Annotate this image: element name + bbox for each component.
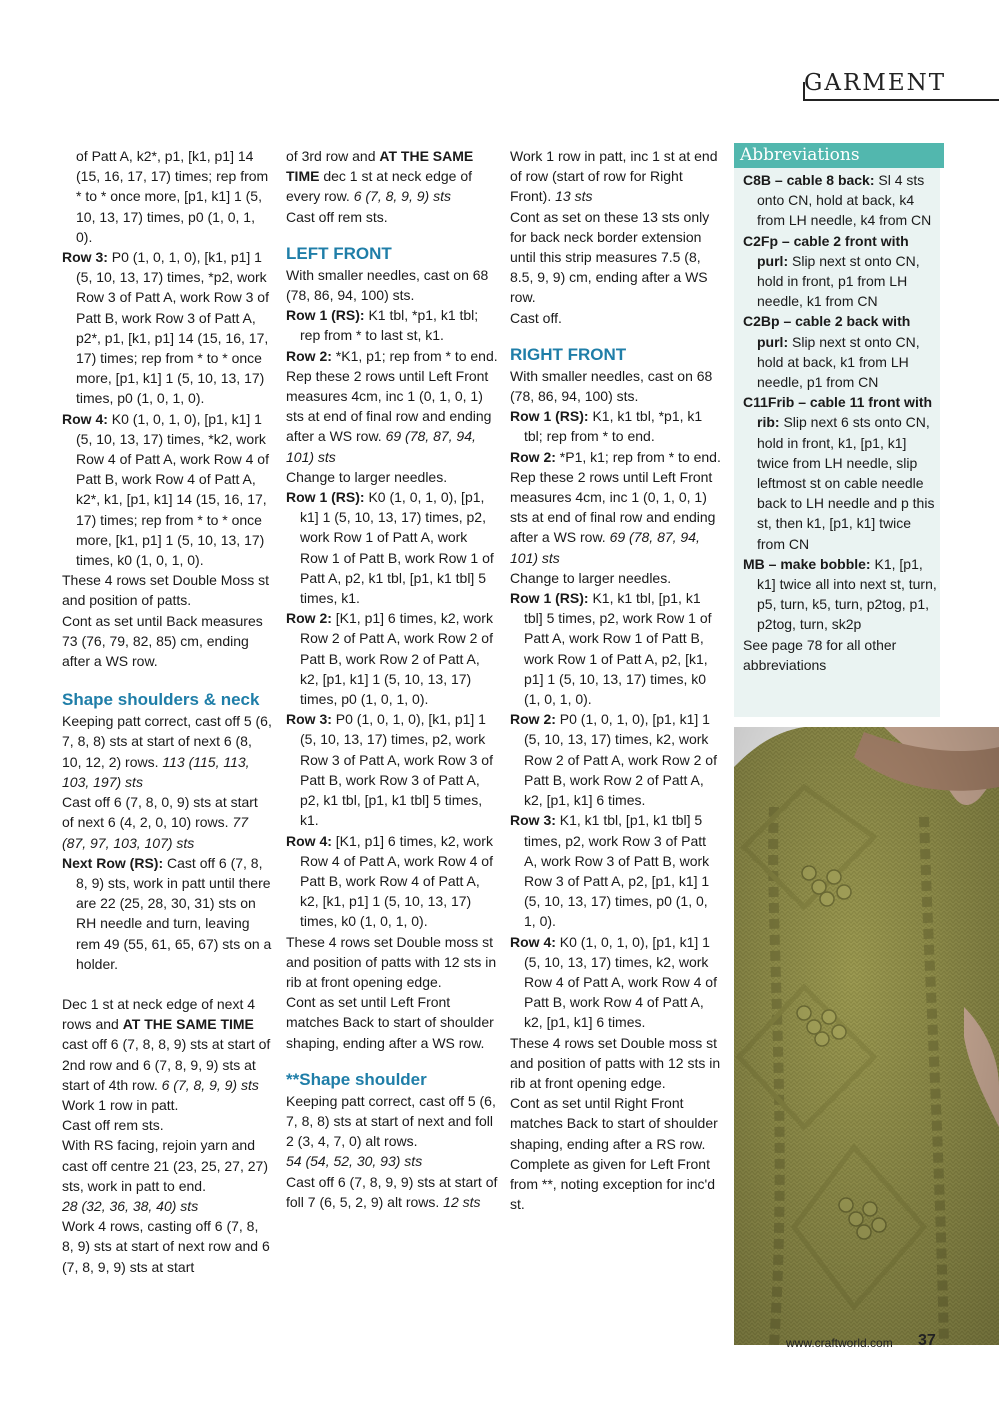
paragraph: Keeping patt correct, cast off 5 (6, 7, 8, 8) sts at start of next and foll 2 (3, 4, 7, 0) alt rows. xyxy=(286,1092,496,1150)
row-4-instruction: Row 4: K0 (1, 0, 1, 0), [p1, k1] 1 (5, 10, 13, 17) times, k2, work Row 4 of Patt A, work Row 4 of Patt B, work Row 4 of Patt A, k2, [p1, k1] 6 times. xyxy=(510,933,717,1031)
row-2-instruction: Row 2: *P1, k1; rep from * to end. xyxy=(510,448,721,465)
paragraph: Keeping patt correct, cast off 5 (6, 7, 8, 8) sts at start of next 6 (8, 10, 12, 2) rows. 113 (115, 113, 103, 197) sts xyxy=(62,713,272,790)
abbreviation-item: C2Fp – cable 2 front with purl: Slip next st onto CN, hold in front, p1 from LH needle, k1 from CN xyxy=(743,232,920,310)
paragraph: Cont as set until Right Front matches Back to start of shoulder shaping, ending after a RS row. xyxy=(510,1095,718,1152)
paragraph: These 4 rows set Double moss st and position of patts with 12 sts in rib at front opening edge. xyxy=(286,933,497,990)
column-3 xyxy=(510,146,722,1214)
paragraph: 54 (54, 52, 30, 93) sts xyxy=(286,1153,423,1170)
paragraph: Work 4 rows, casting off 6 (7, 8, 8, 9) sts at start of next row and 6 (7, 8, 9, 9) sts at start xyxy=(62,1218,270,1275)
abbreviations-list xyxy=(743,170,939,675)
paragraph: With smaller needles, cast on 68 (78, 86, 94, 100) sts. xyxy=(510,367,713,405)
abbreviation-item: C8B – cable 8 back: Sl 4 sts onto CN, hold at back, k4 from LH needle, k4 from CN xyxy=(743,172,932,229)
paragraph: Cont as set on these 13 sts only for back neck border extension until this strip measures 7.5 (8, 8.5, 9, 9) cm, ending after a WS row. xyxy=(510,208,710,306)
paragraph: of 3rd row and AT THE SAME TIME dec 1 st at neck edge of every row. 6 (7, 8, 9, 9) sts xyxy=(286,148,474,205)
row-3-instruction: Row 3: P0 (1, 0, 1, 0), [k1, p1] 1 (5, 10, 13, 17) times, p2, work Row 3 of Patt A, work Row 3 of Patt B, work Row 3 of Patt A, p2, k1 tbl, [p1, k1 tbl] 5 times, k1. xyxy=(286,711,493,829)
paragraph: Rep these 2 rows until Left Front measures 4cm, inc 1 (0, 1, 0, 1) sts at end of final row and ending after a WS row. 69 (78, 87, 94, 101) sts xyxy=(286,367,492,465)
row-2-instruction: Row 2: [K1, p1] 6 times, k2, work Row 2 of Patt A, work Row 2 of Patt B, work Row 2 of Patt A, k2, [p1, k1] 1 (5, 10, 13, 17) times, p0 (1, 0, 1, 0). xyxy=(286,610,493,708)
paragraph: Rep these 2 rows until Left Front measures 4cm, inc 1 (0, 1, 0, 1) sts at end of final row and ending after a WS row. 69 (78, 87, 94, 101) sts xyxy=(510,468,716,566)
row-4-instruction: Row 4: [K1, p1] 6 times, k2, work Row 4 of Patt A, work Row 4 of Patt B, work Row 4 of Patt A, k2, [k1, p1] 1 (5, 10, 13, 17) times, k0 (1, 0, 1, 0). xyxy=(286,832,493,930)
paragraph: Cont as set until Back measures 73 (76, 79, 82, 85) cm, ending after a WS row. xyxy=(62,612,263,670)
section-heading: **Shape shoulder xyxy=(286,1069,427,1089)
abbreviations-footer: See page 78 for all other abbreviations xyxy=(743,636,897,673)
abbreviation-item: C2Bp – cable 2 back with purl: Slip next st onto CN, hold at back, k1 from LH needle, p1 from CN xyxy=(743,313,920,391)
paragraph: Cast off. xyxy=(510,309,562,326)
paragraph: Cast off rem sts. xyxy=(62,1117,164,1134)
row-3-instruction: Row 3: P0 (1, 0, 1, 0), [k1, p1] 1 (5, 10, 13, 17) times, *p2, work Row 3 of Patt A, work Row 3 of Patt B, work Row 3 of Patt A, p2*, p1, [k1, p1] 14 (15, 16, 17, 17) times; rep from * to * once more, [p1, k1] 1 (5, 10, 13, 17) times, p0 (1, 0, 1, 0). xyxy=(62,249,269,407)
abbreviation-item: C11Frib – cable 11 front with rib: Slip next 6 sts onto CN, hold in front, k1, [p1, k1] twice from LH needle, slip leftmost st on cable needle back to LH needle and p this st, then k1, [p1, k1] twice from CN xyxy=(743,394,935,552)
abbreviation-item: MB – make bobble: K1, [p1, k1] twice all into next st, turn, p5, turn, k5, turn, p2tog, p1, p2tog, turn, sk2p xyxy=(743,555,937,633)
row-2-instruction: Row 2: P0 (1, 0, 1, 0), [p1, k1] 1 (5, 10, 13, 17) times, k2, work Row 2 of Patt A, work Row 2 of Patt B, work Row 2 of Patt A, k2, [p1, k1] 6 times. xyxy=(510,711,717,809)
footer-url: www.craftworld.com xyxy=(786,1336,893,1350)
row-1-instruction: Row 1 (RS): K1, k1 tbl, *p1, k1 tbl; rep from * to end. xyxy=(510,408,703,445)
paragraph: Change to larger needles. xyxy=(286,468,448,485)
paragraph: Work 1 row in patt. xyxy=(62,1096,179,1113)
row-1-instruction: Row 1 (RS): K1 tbl, *p1, k1 tbl; rep from * to last st, k1. xyxy=(286,307,479,344)
abbreviations-title: Abbreviations xyxy=(734,143,944,168)
paragraph: These 4 rows set Double Moss st and position of patts. xyxy=(62,572,269,609)
sweater-illustration xyxy=(734,727,999,1345)
section-title: GARMENT xyxy=(804,70,947,96)
sweater-photo xyxy=(734,727,999,1345)
page-number: 37 xyxy=(918,1332,936,1349)
row-3-instruction: Row 3: K1, k1 tbl, [p1, k1 tbl] 5 times, p2, work Row 3 of Patt A, work Row 3 of Patt B, work Row 3 of Patt A, p2, [p1, k1] 1 (5, 10, 13, 17) times, p0 (1, 0, 1, 0). xyxy=(510,812,710,930)
paragraph: Dec 1 st at neck edge of next 4 rows and AT THE SAME TIME cast off 6 (7, 8, 8, 9) sts at start of 2nd row and 6 (7, 8, 9, 9) sts at start of 4th row. 6 (7, 8, 9, 9) sts xyxy=(62,995,271,1093)
column-1 xyxy=(62,146,272,1277)
row-1-instruction: Row 1 (RS): K1, k1 tbl, [p1, k1 tbl] 5 times, p2, work Row 1 of Patt A, work Row 1 of Patt B, work Row 1 of Patt A, p2, [k1, p1] 1 (5, 10, 13, 17) times, k0 (1, 0, 1, 0). xyxy=(510,590,712,708)
paragraph: 28 (32, 36, 38, 40) sts xyxy=(62,1197,199,1214)
paragraph: Complete as given for Left Front from **, noting exception for inc'd st. xyxy=(510,1155,716,1213)
paragraph: Cast off 6 (7, 8, 9, 9) sts at start of foll 7 (6, 5, 2, 9) alt rows. 12 sts xyxy=(286,1173,498,1210)
column-2 xyxy=(286,146,498,1212)
row-1-instruction: Row 1 (RS): K0 (1, 0, 1, 0), [p1, k1] 1 (5, 10, 13, 17) times, p2, work Row 1 of Patt A, work Row 1 of Patt B, work Row 1 of Patt A, p2, k1 tbl, [p1, k1 tbl] 5 times, k1. xyxy=(286,489,494,607)
paragraph: With smaller needles, cast on 68 (78, 86, 94, 100) sts. xyxy=(286,266,489,304)
section-heading: RIGHT FRONT xyxy=(510,344,627,364)
next-row-instruction: Next Row (RS): Cast off 6 (7, 8, 8, 9) sts, work in patt until there are 22 (25, 28, 30, 31) sts on RH needle and turn, leaving rem 49 (55, 61, 65, 67) sts on a holder. xyxy=(62,854,272,972)
paragraph: Cast off rem sts. xyxy=(286,208,388,225)
section-heading: LEFT FRONT xyxy=(286,243,392,263)
paragraph: Work 1 row in patt, inc 1 st at end of row (start of row for Right Front). 13 sts xyxy=(510,148,718,205)
paragraph: Cont as set until Left Front matches Back to start of shoulder shaping, ending after a WS row. xyxy=(286,994,494,1051)
paragraph: With RS facing, rejoin yarn and cast off centre 21 (23, 25, 27, 27) sts, work in patt to end. xyxy=(62,1137,268,1194)
paragraph: of Patt A, k2*, p1, [k1, p1] 14 (15, 16, 17, 17) times; rep from * to * once more, [p1, k1] 1 (5, 10, 13, 17) times, p0 (1, 0, 1, 0). xyxy=(76,148,269,245)
paragraph: These 4 rows set Double moss st and position of patts with 12 sts in rib at front opening edge. xyxy=(510,1034,721,1091)
row-4-instruction: Row 4: K0 (1, 0, 1, 0), [p1, k1] 1 (5, 10, 13, 17) times, *k2, work Row 4 of Patt A, work Row 4 of Patt B, work Row 4 of Patt A, k2*, k1, [p1, k1] 14 (15, 16, 17, 17) times; rep from * to * once more, [k1, p1] 1 (5, 10, 13, 17) times, k0 (1, 0, 1, 0). xyxy=(62,410,269,569)
row-2-instruction: Row 2: *K1, p1; rep from * to end. xyxy=(286,347,498,364)
paragraph: Change to larger needles. xyxy=(510,569,672,586)
header-rule xyxy=(803,99,999,101)
section-heading: Shape shoulders & neck xyxy=(62,690,260,710)
paragraph: Cast off 6 (7, 8, 0, 9) sts at start of next 6 (4, 2, 0, 10) rows. 77 (87, 97, 103, 107) sts xyxy=(62,794,258,851)
